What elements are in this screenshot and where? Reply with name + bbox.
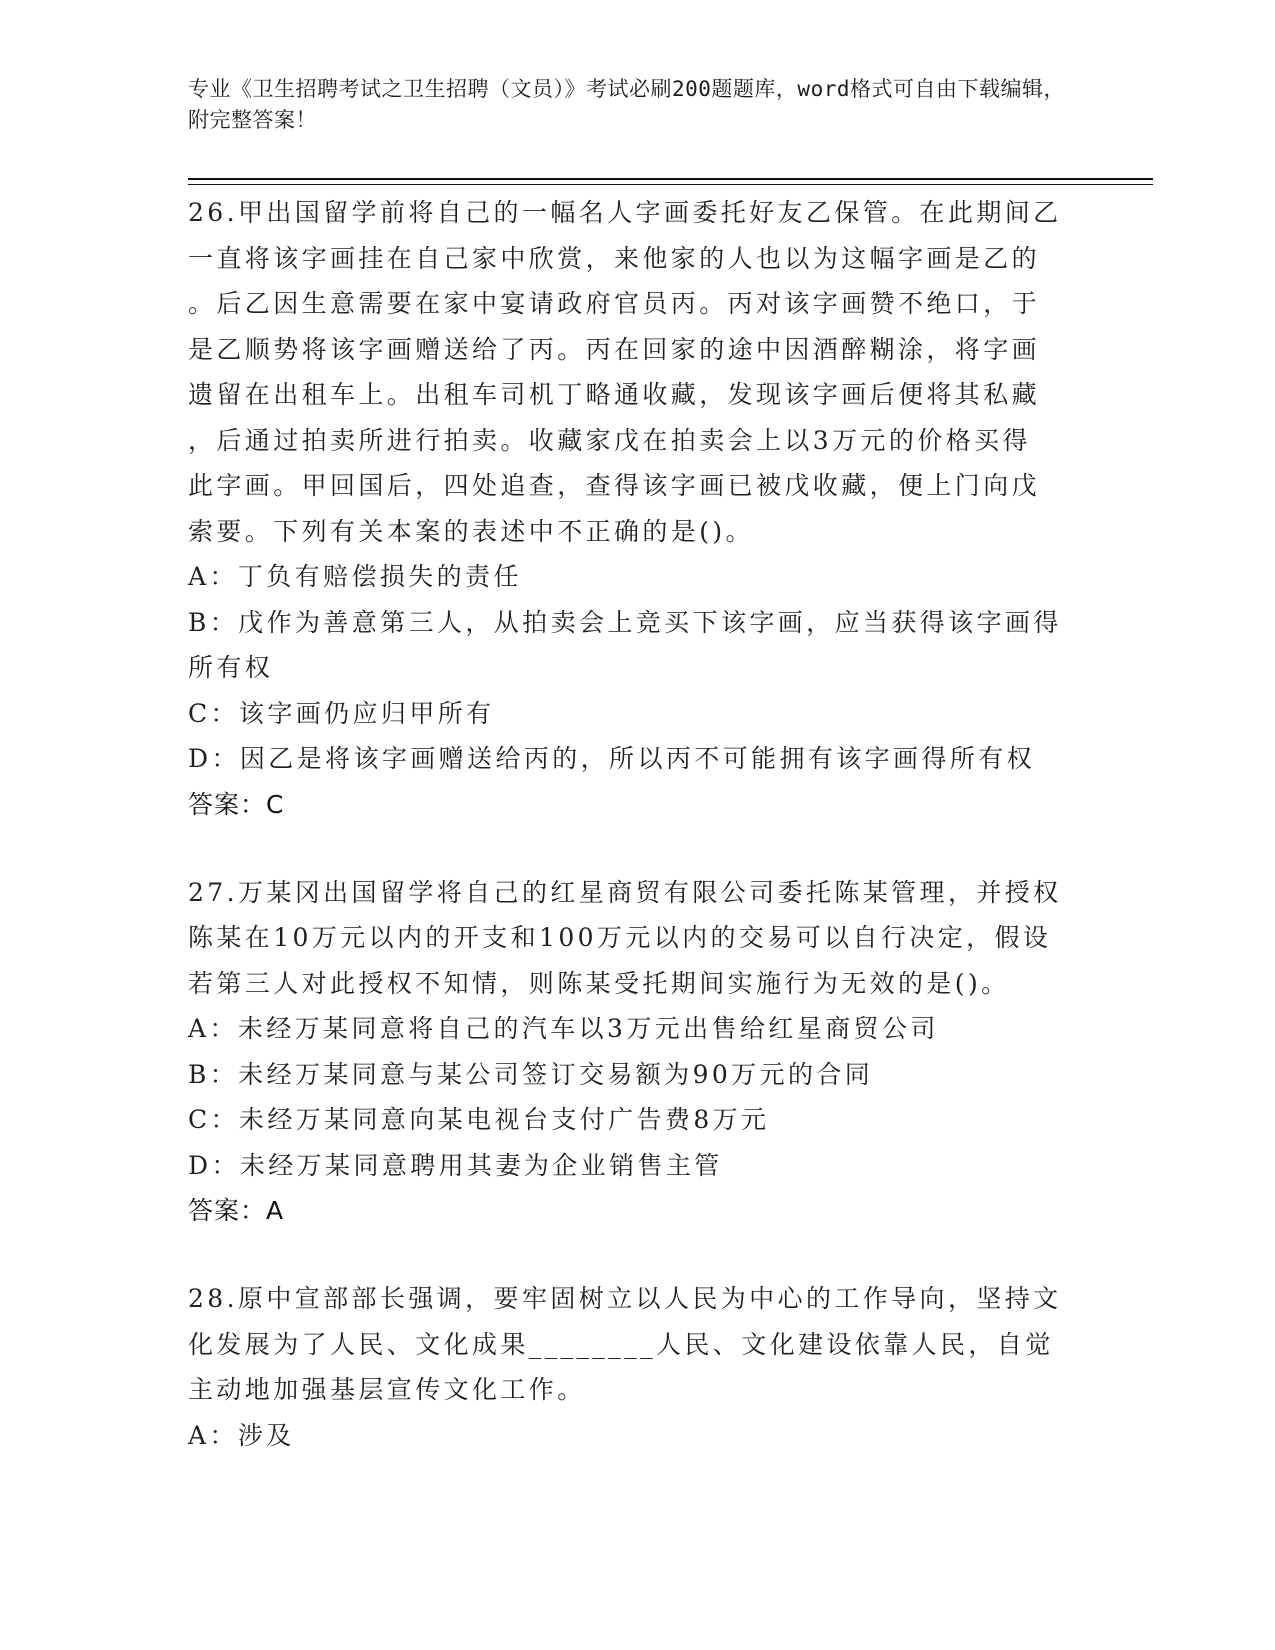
question-stem-line: 26.甲出国留学前将自己的一幅名人字画委托好友乙保管。在此期间乙 [188, 198, 1062, 227]
option-d: D：未经万某同意聘用其妻为企业销售主管 [188, 1150, 723, 1180]
question-stem-line: 此字画。甲回国后，四处追查，查得该字画已被戊收藏，便上门向戊 [188, 471, 1041, 500]
option-a: A：丁负有赔偿损失的责任 [188, 562, 522, 591]
question-stem-line: 28.原中宣部部长强调，要牢固树立以人民为中心的工作导向，坚持文 [188, 1284, 1062, 1313]
question-stem-line: 索要。下列有关本案的表述中不正确的是()。 [188, 516, 754, 546]
option-b: B：戊作为善意第三人，从拍卖会上竞买下该字画，应当获得该字画得 [188, 607, 1062, 637]
question-stem-line: 27.万某冈出国留学将自己的红星商贸有限公司委托陈某管理，并授权 [188, 877, 1062, 907]
option-b-continuation: 所有权 [188, 653, 274, 682]
question-28 [188, 1276, 1088, 1458]
question-stem-line: ，后通过拍卖所进行拍卖。收藏家戊在拍卖会上以3万元的价格买得 [188, 425, 1031, 455]
question-stem-line: 若第三人对此授权不知情，则陈某受托期间实施行为无效的是()。 [188, 968, 1010, 998]
question-26 [188, 190, 1088, 828]
question-stem-line: 是乙顺势将该字画赠送给了丙。丙在回家的途中因酒醉糊涂，将字画 [188, 334, 1041, 364]
question-list [188, 190, 1088, 1500]
option-a: A：未经万某同意将自己的汽车以3万元出售给红星商贸公司 [188, 1014, 939, 1043]
answer-label: 答案：A [188, 1196, 285, 1225]
question-stem-line: 遗留在出租车上。出租车司机丁略通收藏，发现该字画后便将其私藏 [188, 380, 1041, 409]
option-a: A：涉及 [188, 1420, 295, 1450]
page-header-title: 专业《卫生招聘考试之卫生招聘（文员）》考试必刷200题题库，word格式可自由下载编辑，附完整答案！ [188, 77, 1065, 132]
option-c: C：未经万某同意向某电视台支付广告费8万元 [188, 1105, 770, 1134]
header-divider-thin [188, 184, 1153, 185]
question-stem-line: 。后乙因生意需要在家中宴请政府官员丙。丙对该字画赞不绝口，于 [188, 289, 1041, 318]
option-c: C：该字画仍应归甲所有 [188, 698, 495, 728]
question-stem-line: 化发展为了人民、文化成果________人民、文化建设依靠人民，自觉 [188, 1329, 1054, 1359]
header-divider-thick [188, 178, 1153, 180]
option-d: D：因乙是将该字画赠送给丙的，所以丙不可能拥有该字画得所有权 [188, 744, 1036, 773]
question-stem-line: 一直将该字画挂在自己家中欣赏，来他家的人也以为这幅字画是乙的 [188, 243, 1041, 273]
option-b: B：未经万某同意与某公司签订交易额为90万元的合同 [188, 1059, 874, 1089]
question-stem-line: 陈某在10万元以内的开支和100万元以内的交易可以自行决定，假设 [188, 923, 1052, 952]
answer-label: 答案：C [188, 789, 285, 819]
question-stem-line: 主动地加强基层宣传文化工作。 [188, 1375, 586, 1404]
question-27 [188, 870, 1088, 1235]
